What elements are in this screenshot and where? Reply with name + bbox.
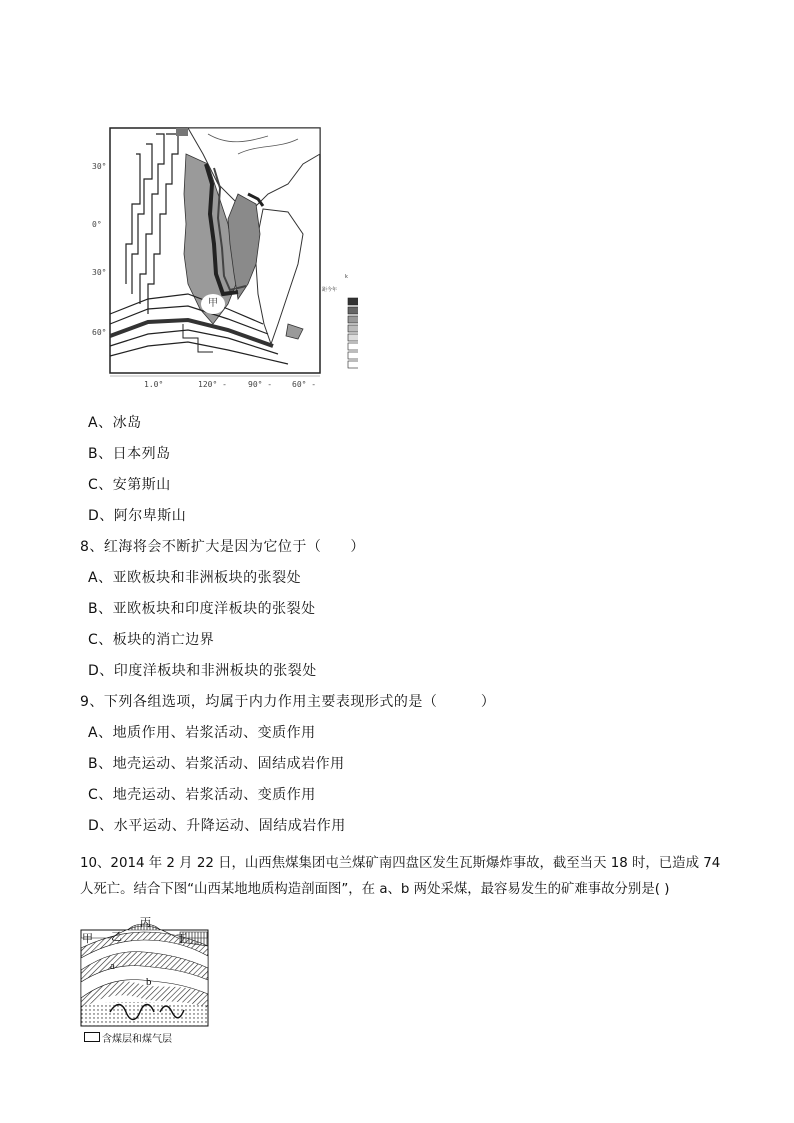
legend-swatch [84,1032,100,1042]
legend-title: 距今年 [322,287,338,293]
lon-label-2: 120° - [198,380,227,389]
geology-cross-section-figure [80,912,210,1045]
label-b: b [146,976,152,988]
q9-option-b: B、地壳运动、岩浆活动、固结成岩作用 [88,756,345,772]
lon-label-4: 60° - [292,380,317,389]
label-ding: 丁 [176,933,187,945]
q9-option-a: A、地质作用、岩浆活动、变质作用 [88,725,316,741]
q10-line-1: 10、2014 年 2 月 22 日，山西焦煤集团屯兰煤矿南四盘区发生瓦斯爆炸事故，截至当天 18 时，已造成 74 [80,856,721,871]
q8-option-b: B、亚欧板块和印度洋板块的张裂处 [88,601,316,617]
q10-line-2: 人死亡。结合下图“山西某地地质构造剖面图”，在 a、b 两处采煤，最容易发生的矿难事故分别是( ) [80,882,670,897]
q8-option-c: C、板块的消亡边界 [88,632,215,648]
label-a: a [110,960,115,972]
lat-label-0: 0° [92,220,102,229]
q7-option-b: B、日本列岛 [88,446,171,462]
lat-label-30n: 30° [92,162,107,171]
lon-label-1: 1.0° [144,380,164,389]
legend-text: 含煤层和煤气层 [102,1034,172,1045]
q7-option-d: D、阿尔卑斯山 [88,508,187,524]
q8-option-a: A、亚欧板块和非洲板块的张裂处 [88,570,302,586]
q8-stem: 8、红海将会不断扩大是因为它位于（ ） [80,539,365,555]
q10-stem [80,851,720,903]
q9-option-d: D、水平运动、升降运动、固结成岩作用 [88,818,346,834]
plate-map-drawing [88,124,358,396]
q7-option-a: A、冰岛 [88,415,142,431]
q8-option-d: D、印度洋板块和非洲板块的张裂处 [88,663,317,679]
map-marker-jia: 甲 [201,294,225,314]
q7-option-c: C、安第斯山 [88,477,171,493]
lon-label-3: 90° - [248,380,273,389]
cross-section-legend [80,1029,210,1043]
lat-label-60s: 60° [92,328,107,337]
plate-map-figure [88,124,358,396]
lat-label-30s: 30° [92,268,107,277]
q9-option-c: C、地壳运动、岩浆活动、变质作用 [88,787,316,803]
label-jia: 甲 [82,933,93,945]
q9-stem: 9、下列各组选项，均属于内力作用主要表现形式的是（ ） [80,694,496,710]
legend-top-label: k [345,274,348,280]
label-yi: 乙 [111,931,122,943]
map-legend [348,298,358,368]
label-bing: 丙 [140,917,151,929]
